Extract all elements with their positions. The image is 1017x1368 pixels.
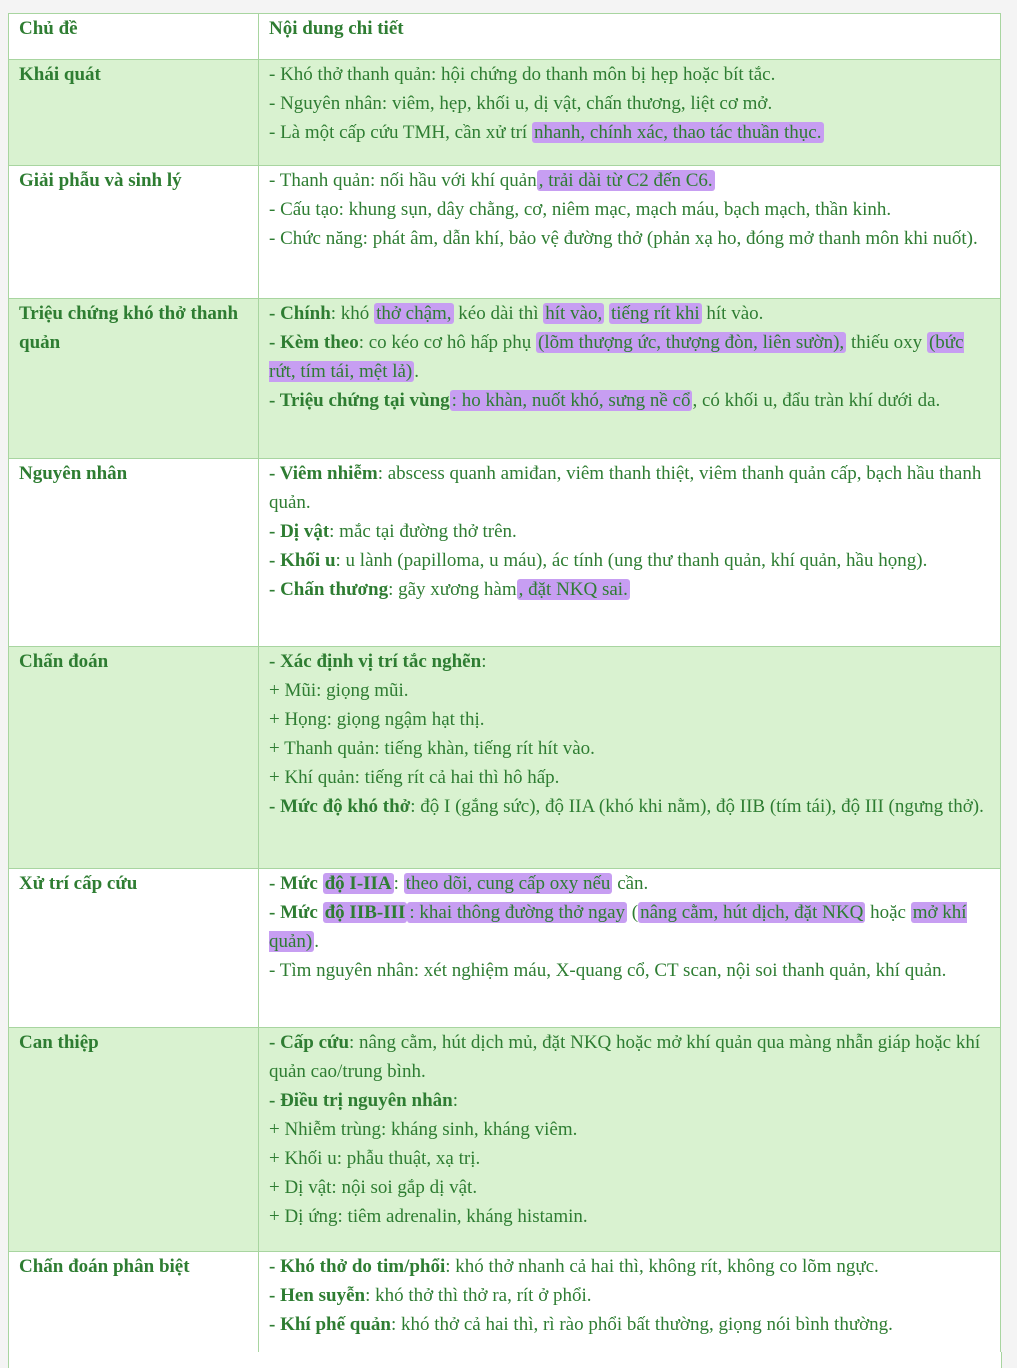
- detail-cell: [259, 869, 1001, 1028]
- header-row: [9, 14, 1001, 60]
- table-continuation: [8, 1352, 1002, 1368]
- table-row-giai-phau: [9, 166, 1001, 299]
- detail-line: + Khí quản: tiếng rít cả hai thì hô hấp.: [269, 767, 560, 788]
- table-row-xu-tri: [9, 869, 1001, 1028]
- detail-line: + Họng: giọng ngậm hạt thị.: [269, 709, 485, 730]
- detail-line: - Dị vật: mắc tại đường thở trên.: [269, 521, 517, 542]
- detail-line: - Điều trị nguyên nhân:: [269, 1090, 458, 1111]
- detail-line: - Chính: khó thở chậm, kéo dài thì hít vào, tiếng rít khi hít vào.: [269, 303, 764, 324]
- highlight: tiếng rít khi: [611, 303, 700, 324]
- detail-line: - Chấn thương: gãy xương hàm , đặt NKQ sai.: [269, 579, 628, 600]
- detail-cell: [259, 1252, 1001, 1355]
- detail-cell: [259, 60, 1001, 166]
- detail-line: + Dị vật: nội soi gắp dị vật.: [269, 1177, 478, 1198]
- detail-line: + Nhiễm trùng: kháng sinh, kháng viêm.: [269, 1119, 578, 1140]
- table-row-trieu-chung: [9, 299, 1001, 459]
- highlight: , đặt NKQ sai.: [518, 579, 628, 600]
- detail-cell: [259, 647, 1001, 869]
- topic-cell: Chẩn đoán: [9, 647, 259, 869]
- highlight: (bức rứt, tím tái, mệt lả): [269, 332, 964, 382]
- detail-line: - Xác định vị trí tắc nghẽn:: [269, 651, 487, 672]
- highlight: độ I-IIA: [324, 873, 392, 894]
- detail-line: + Dị ứng: tiêm adrenalin, kháng histamin.: [269, 1206, 588, 1227]
- highlight: thở chậm,: [376, 303, 452, 324]
- highlight: (lõm thượng ức, thượng đòn, liên sườn),: [538, 332, 845, 353]
- detail-line: - Kèm theo: co kéo cơ hô hấp phụ (lõm thượng ức, thượng đòn, liên sườn), thiếu oxy (bức rứt, tím tái, mệt lả) .: [269, 332, 964, 382]
- detail-line: - Mức độ IIB-III : khai thông đường thở ngay ( nâng cằm, hút dịch, đặt NKQ hoặc mở khí quản) .: [269, 902, 967, 952]
- detail-line: + Mũi: giọng mũi.: [269, 680, 409, 701]
- detail-line: - Khí phế quản: khó thở cả hai thì, rì rào phổi bất thường, giọng nói bình thường.: [269, 1314, 893, 1335]
- highlight: nhanh, chính xác, thao tác thuần thục.: [533, 122, 822, 143]
- table-row-chan-doan: [9, 647, 1001, 869]
- highlight: nâng cằm, hút dịch, đặt NKQ: [640, 902, 864, 923]
- detail-line: - Mức độ I-IIA : theo dõi, cung cấp oxy nếu cần.: [269, 873, 649, 894]
- detail-line: - Nguyên nhân: viêm, hẹp, khối u, dị vật, chấn thương, liệt cơ mở.: [269, 93, 773, 114]
- detail-line: - Triệu chứng tại vùng : ho khàn, nuốt khó, sưng nề cổ , có khối u, đẩu tràn khí dưới da.: [269, 390, 941, 411]
- table-row-khai-quat: [9, 60, 1001, 166]
- topic-cell: Can thiệp: [9, 1028, 259, 1252]
- detail-line: + Thanh quản: tiếng khàn, tiếng rít hít vào.: [269, 738, 595, 759]
- highlight: : khai thông đường thở ngay: [409, 902, 626, 923]
- topic-cell: Triệu chứng khó thở thanh quản: [9, 299, 259, 459]
- topic-cell: Khái quát: [9, 60, 259, 166]
- topic-cell: Chẩn đoán phân biệt: [9, 1252, 259, 1355]
- detail-line: - Cấu tạo: khung sụn, dây chằng, cơ, niêm mạc, mạch máu, bạch mạch, thần kinh.: [269, 199, 892, 220]
- highlight: độ IIB-III: [324, 902, 406, 923]
- detail-line: - Cấp cứu: nâng cằm, hút dịch mủ, đặt NKQ hoặc mở khí quản qua màng nhẫn giáp hoặc khí quản cao/trung bình.: [269, 1032, 981, 1082]
- highlight: , trải dài từ C2 đến C6.: [538, 170, 713, 191]
- detail-line: - Khối u: u lành (papilloma, u máu), ác tính (ung thư thanh quản, khí quản, hầu họng).: [269, 550, 928, 571]
- detail-line: - Hen suyễn: khó thở thì thở ra, rít ở phổi.: [269, 1285, 592, 1306]
- detail-cell: [259, 459, 1001, 647]
- table-row-nguyen-nhan: [9, 459, 1001, 647]
- header-detail: Nội dung chi tiết: [259, 14, 1001, 60]
- detail-line: - Mức độ khó thở: độ I (gắng sức), độ IIA (khó khi nằm), độ IIB (tím tái), độ III (ngưng thở).: [269, 796, 984, 817]
- highlight: theo dõi, cung cấp oxy nếu: [405, 873, 611, 894]
- summary-table: [8, 13, 1001, 1355]
- topic-cell: Xử trí cấp cứu: [9, 869, 259, 1028]
- highlight: hít vào,: [545, 303, 603, 324]
- table-row-chan-doan-phan-biet: [9, 1252, 1001, 1355]
- detail-line: + Khối u: phẫu thuật, xạ trị.: [269, 1148, 481, 1169]
- detail-line: - Thanh quản: nối hầu với khí quản , trải dài từ C2 đến C6.: [269, 170, 713, 191]
- detail-line: - Tìm nguyên nhân: xét nghiệm máu, X-quang cổ, CT scan, nội soi thanh quản, khí quản.: [269, 960, 947, 981]
- table-row-can-thiep: [9, 1028, 1001, 1252]
- header-topic: Chủ đề: [9, 14, 259, 60]
- topic-cell: Giải phẫu và sinh lý: [9, 166, 259, 299]
- highlight: mở khí quản): [269, 902, 967, 952]
- detail-line: - Là một cấp cứu TMH, cần xử trí nhanh, chính xác, thao tác thuần thục.: [269, 122, 822, 143]
- highlight: : ho khàn, nuốt khó, sưng nề cổ: [451, 390, 691, 411]
- detail-cell: [259, 1028, 1001, 1252]
- detail-cell: [259, 299, 1001, 459]
- detail-line: - Khó thở thanh quản: hội chứng do thanh môn bị hẹp hoặc bít tắc.: [269, 64, 776, 85]
- detail-line: - Chức năng: phát âm, dẫn khí, bảo vệ đường thở (phản xạ ho, đóng mở thanh môn khi nuốt).: [269, 228, 978, 249]
- detail-cell: [259, 166, 1001, 299]
- topic-cell: Nguyên nhân: [9, 459, 259, 647]
- detail-line: - Khó thở do tim/phổi: khó thở nhanh cả hai thì, không rít, không co lõm ngực.: [269, 1256, 879, 1277]
- detail-line: - Viêm nhiễm: abscess quanh amiđan, viêm thanh thiệt, viêm thanh quản cấp, bạch hầu thanh quản.: [269, 463, 982, 513]
